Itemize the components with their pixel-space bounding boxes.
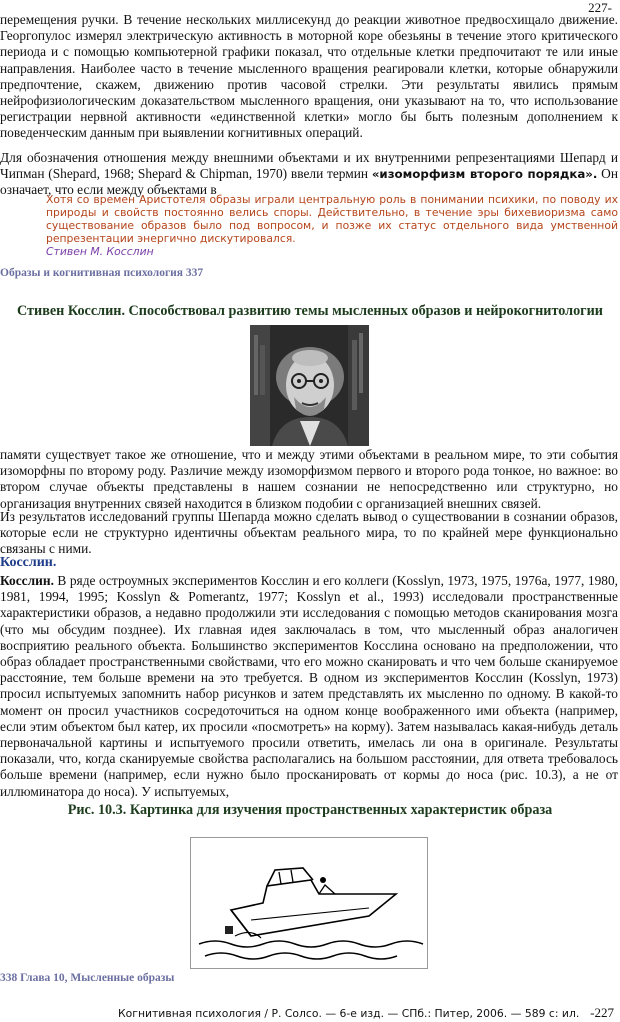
section-heading: Стивен Косслин. Способствовал развитию темы мысленных образов и нейрокогнитологии [17,303,603,319]
figure-caption: Рис. 10.3. Картинка для изучения пространственных характеристик образа [67,802,553,818]
paragraph-5 [0,573,618,800]
epigraph-quote [46,193,618,258]
page-number-bottom: -227 [590,1005,614,1020]
subsection-heading: Косслин. [0,555,57,570]
bibliographic-reference: Когнитивная психология / Р. Солсо. — 6-е изд. — СПб.: Питер, 2006. — 589 с: ил. [118,1007,580,1020]
paragraph-1: перемещения ручки. В течение нескольких миллисекунд до реакции животное предвосхищало движение. Георгопулос измерял электрическую активность в моторной коре обезьяны в течение этого критического периода и с помощью компьютерной графики показал, что отдельные клетки предпочитают те или иные направления. Наиболее часто в течение мысленного вращения реагировали клетки, которые обнаружили предпочтение, скажем, движению против часовой стрелки. Эти результаты явились прямым нейрофизиологическим доказательством мысленного вращения, они указывают на то, что использование регистрации нервной активности «единственной клетки» могло бы быть полезным дополнением к поведенческим данным при выявлении когнитивных операций. [0,12,618,141]
boat-drawing [191,838,427,968]
quote-author: Стивен М. Косслин [46,245,154,258]
quote-text: Хотя со времен Аристотеля образы играли центральную роль в понимании психики, по поводу их природы и свойств постоянно велись споры. Действительно, в течение эры бихевиоризма само существование образов было под вопросом, и позже их статус отдельного вида умственной репрезентации энергично дискутировался. [46,193,618,245]
paragraph-4: Из результатов исследований группы Шепарда можно сделать вывод о существовании в сознании образов, которые если не структурно идентичны объектам реального мира, то по крайней мере функционально связаны с ними. [0,509,618,557]
paragraph-2-post: Он означает, что если между объектами в [0,166,618,198]
running-head-2: 338 Глава 10, Мысленные образы [0,972,175,984]
page-number-top: 227- [588,0,612,15]
running-head-1: Образы и когнитивная психология 337 [0,267,204,279]
paragraph-2-pre: Для обозначения отношения между внешними объектами и их внутренними репрезентациями Шепард и Чипман (Shepard, 1968; Shepard & Chipman, 1970) ввели термин [0,150,618,182]
term-isomorphism: «изоморфизм второго порядка». [371,167,598,182]
paragraph-2 [0,150,618,199]
paragraph-5-lead: Косслин. [0,573,54,588]
portrait-photo [250,325,369,446]
portrait-image [250,325,369,446]
paragraph-5-body: В ряде остроумных экспериментов Косслин и его коллеги (Kosslyn, 1973, 1975, 1976a, 1977, 1980, 1981, 1994, 1995; Kosslyn & Pomerantz, 1977; Kosslyn et al., 1993) исследовали пространственные характеристики образов, а недавно продолжили эти исследования с помощью методов сканирования мозга (что мы обсудим позднее). Их главная идея заключалась в том, что мысленный образ аналогичен восприятию реального объекта. Большинство экспериментов Косслина основано на предположении, что образ обладает пространственными свойствами, что его можно сканировать и что чем больше сканируемое расстояние, тем больше времени на это требуется. В одном из экспериментов Косслин (Kosslyn, 1973) просил испытуемых запомнить набор рисунков и затем представлять их мысленно по одному. В какой-то момент он просил участников сосредоточиться на одном конце воображенного ими объекта (например, если этим объектом был катер, их просили «посмотреть» на корму). Затем называлась какая-нибудь деталь первоначальной картины и испытуемого просили ответить, имелась ли она в оригинале. Результаты показали, что, когда сканируемые свойства располагались на большом расстоянии, для ответа требовалось больше времени (например, если нужно было просканировать от кормы до носа (рис. 10.3), а не от иллюминатора до носа). У испытуемых, [0,573,618,799]
figure-boat [190,837,428,969]
paragraph-3: памяти существует такое же отношение, что и между этими объектами в реальном мире, то эти события изоморфны по второму роду. Различие между изоморфизмом первого и второго рода тонкое, но важное: во втором случае объекты представлены в нашем сознании не непосредственно или структурно, но организация внутренних связей находится в близком подобии с организацией внешних связей. [0,447,618,511]
